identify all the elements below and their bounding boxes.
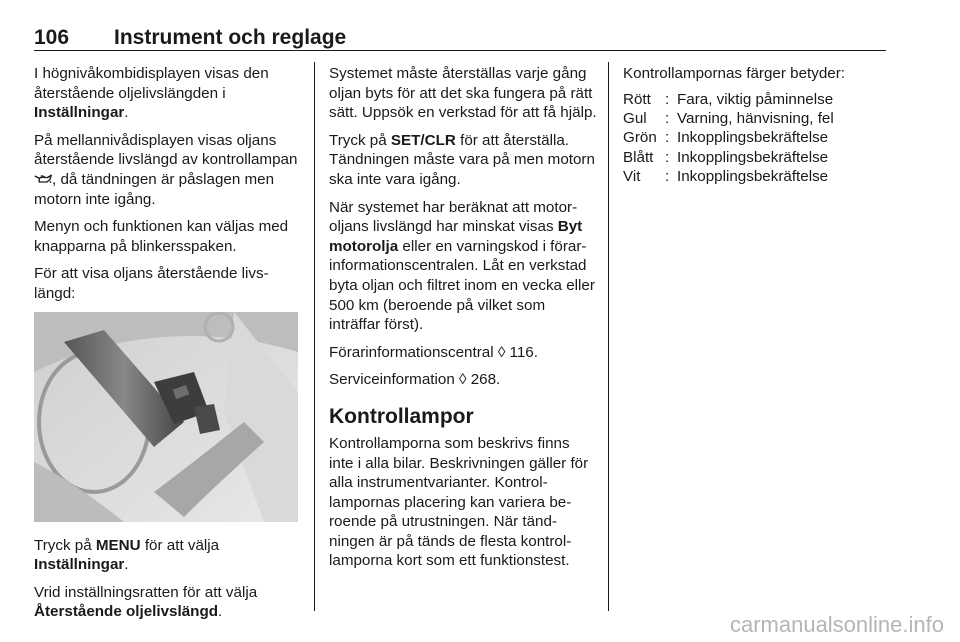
header-rule [34,50,886,51]
color-meaning: Inkopplingsbekräftelse [677,129,829,147]
paragraph: Tryck på MENU för att välja Inställningar. [34,536,220,574]
color-name: Grön [623,129,657,147]
paragraph: Tryck på SET/CLR för att återställa. Tändningen måste vara på men motorn ska inte vara igång. [329,131,595,188]
paragraph: För att visa oljans återstående livslängd: [34,265,269,302]
paragraph: Kontrollampornas färger betyder: [623,65,846,82]
paragraph: Menyn och funktionen kan väljas med knapparna på blinkersspaken. [34,218,289,255]
page-title: Instrument och reglage [114,26,347,49]
color-meaning: Varning, hänvisning, fel [677,110,834,127]
color-name: Rött [623,90,651,108]
cross-reference: Serviceinformation ◊ 268. [329,371,501,389]
column-2 [329,64,597,579]
color-name: Vit [623,168,641,186]
column-divider-2 [608,62,609,611]
section-heading: Kontrollampor [329,404,474,428]
paragraph: I högnivåkombidisplayen visas den återstående oljelivslängden i Inställningar. [34,65,269,122]
color-name: Gul [623,110,647,127]
paragraph: På mellannivådisplayen visas oljans återstående livslängd av kontrollampan , då tändningen är påslagen men motorn inte igång. [34,131,298,208]
page-number: 106 [34,26,70,49]
column-divider-1 [314,62,315,611]
color-meaning: Fara, viktig påminnelse [677,90,834,108]
separator: : [665,168,670,186]
paragraph: Kontrollamporna som beskrivs finns inte i alla bilar. Beskrivningen gäller för alla instrumentvarianter. Kontrollampornas placering kan variera beroende på utrustningen. När tändningen är på tänds de flesta kontrollamporna kort som ett funktionstest. [329,434,589,570]
watermark: carmanualsonline.info [729,612,944,637]
color-meaning: Inkopplingsbekräftelse [677,168,829,186]
turn-signal-lever-illustration [34,312,298,522]
color-meaning: Inkopplingsbekräftelse [677,148,829,166]
separator: : [665,148,670,166]
column-1 [34,64,302,630]
paragraph: Systemet måste återställas varje gång oljan byts för att det ska fungera på rätt sätt. Uppsök en verkstad för att få hjälp. [329,65,597,122]
color-name: Blått [623,148,654,166]
separator: : [665,129,670,147]
cross-reference: Förarinformationscentral ◊ 116. [329,343,538,361]
color-meaning-table [623,90,889,187]
paragraph: När systemet har beräknat att motoroljans livslängd har minskat visas Byt motorolja eller en varningskod i förarinformationscentralen. Låt en verkstad byta oljan och filtret inom en vecka eller 500 km (beroende på vilket som inträffar först). [329,198,595,334]
separator: : [665,110,670,127]
separator: : [665,90,670,108]
column-3 [623,64,889,187]
page-header [34,26,886,52]
paragraph: Vrid inställningsratten för att välja Återstående oljelivslängd. [34,583,258,621]
oil-can-icon [34,173,52,185]
